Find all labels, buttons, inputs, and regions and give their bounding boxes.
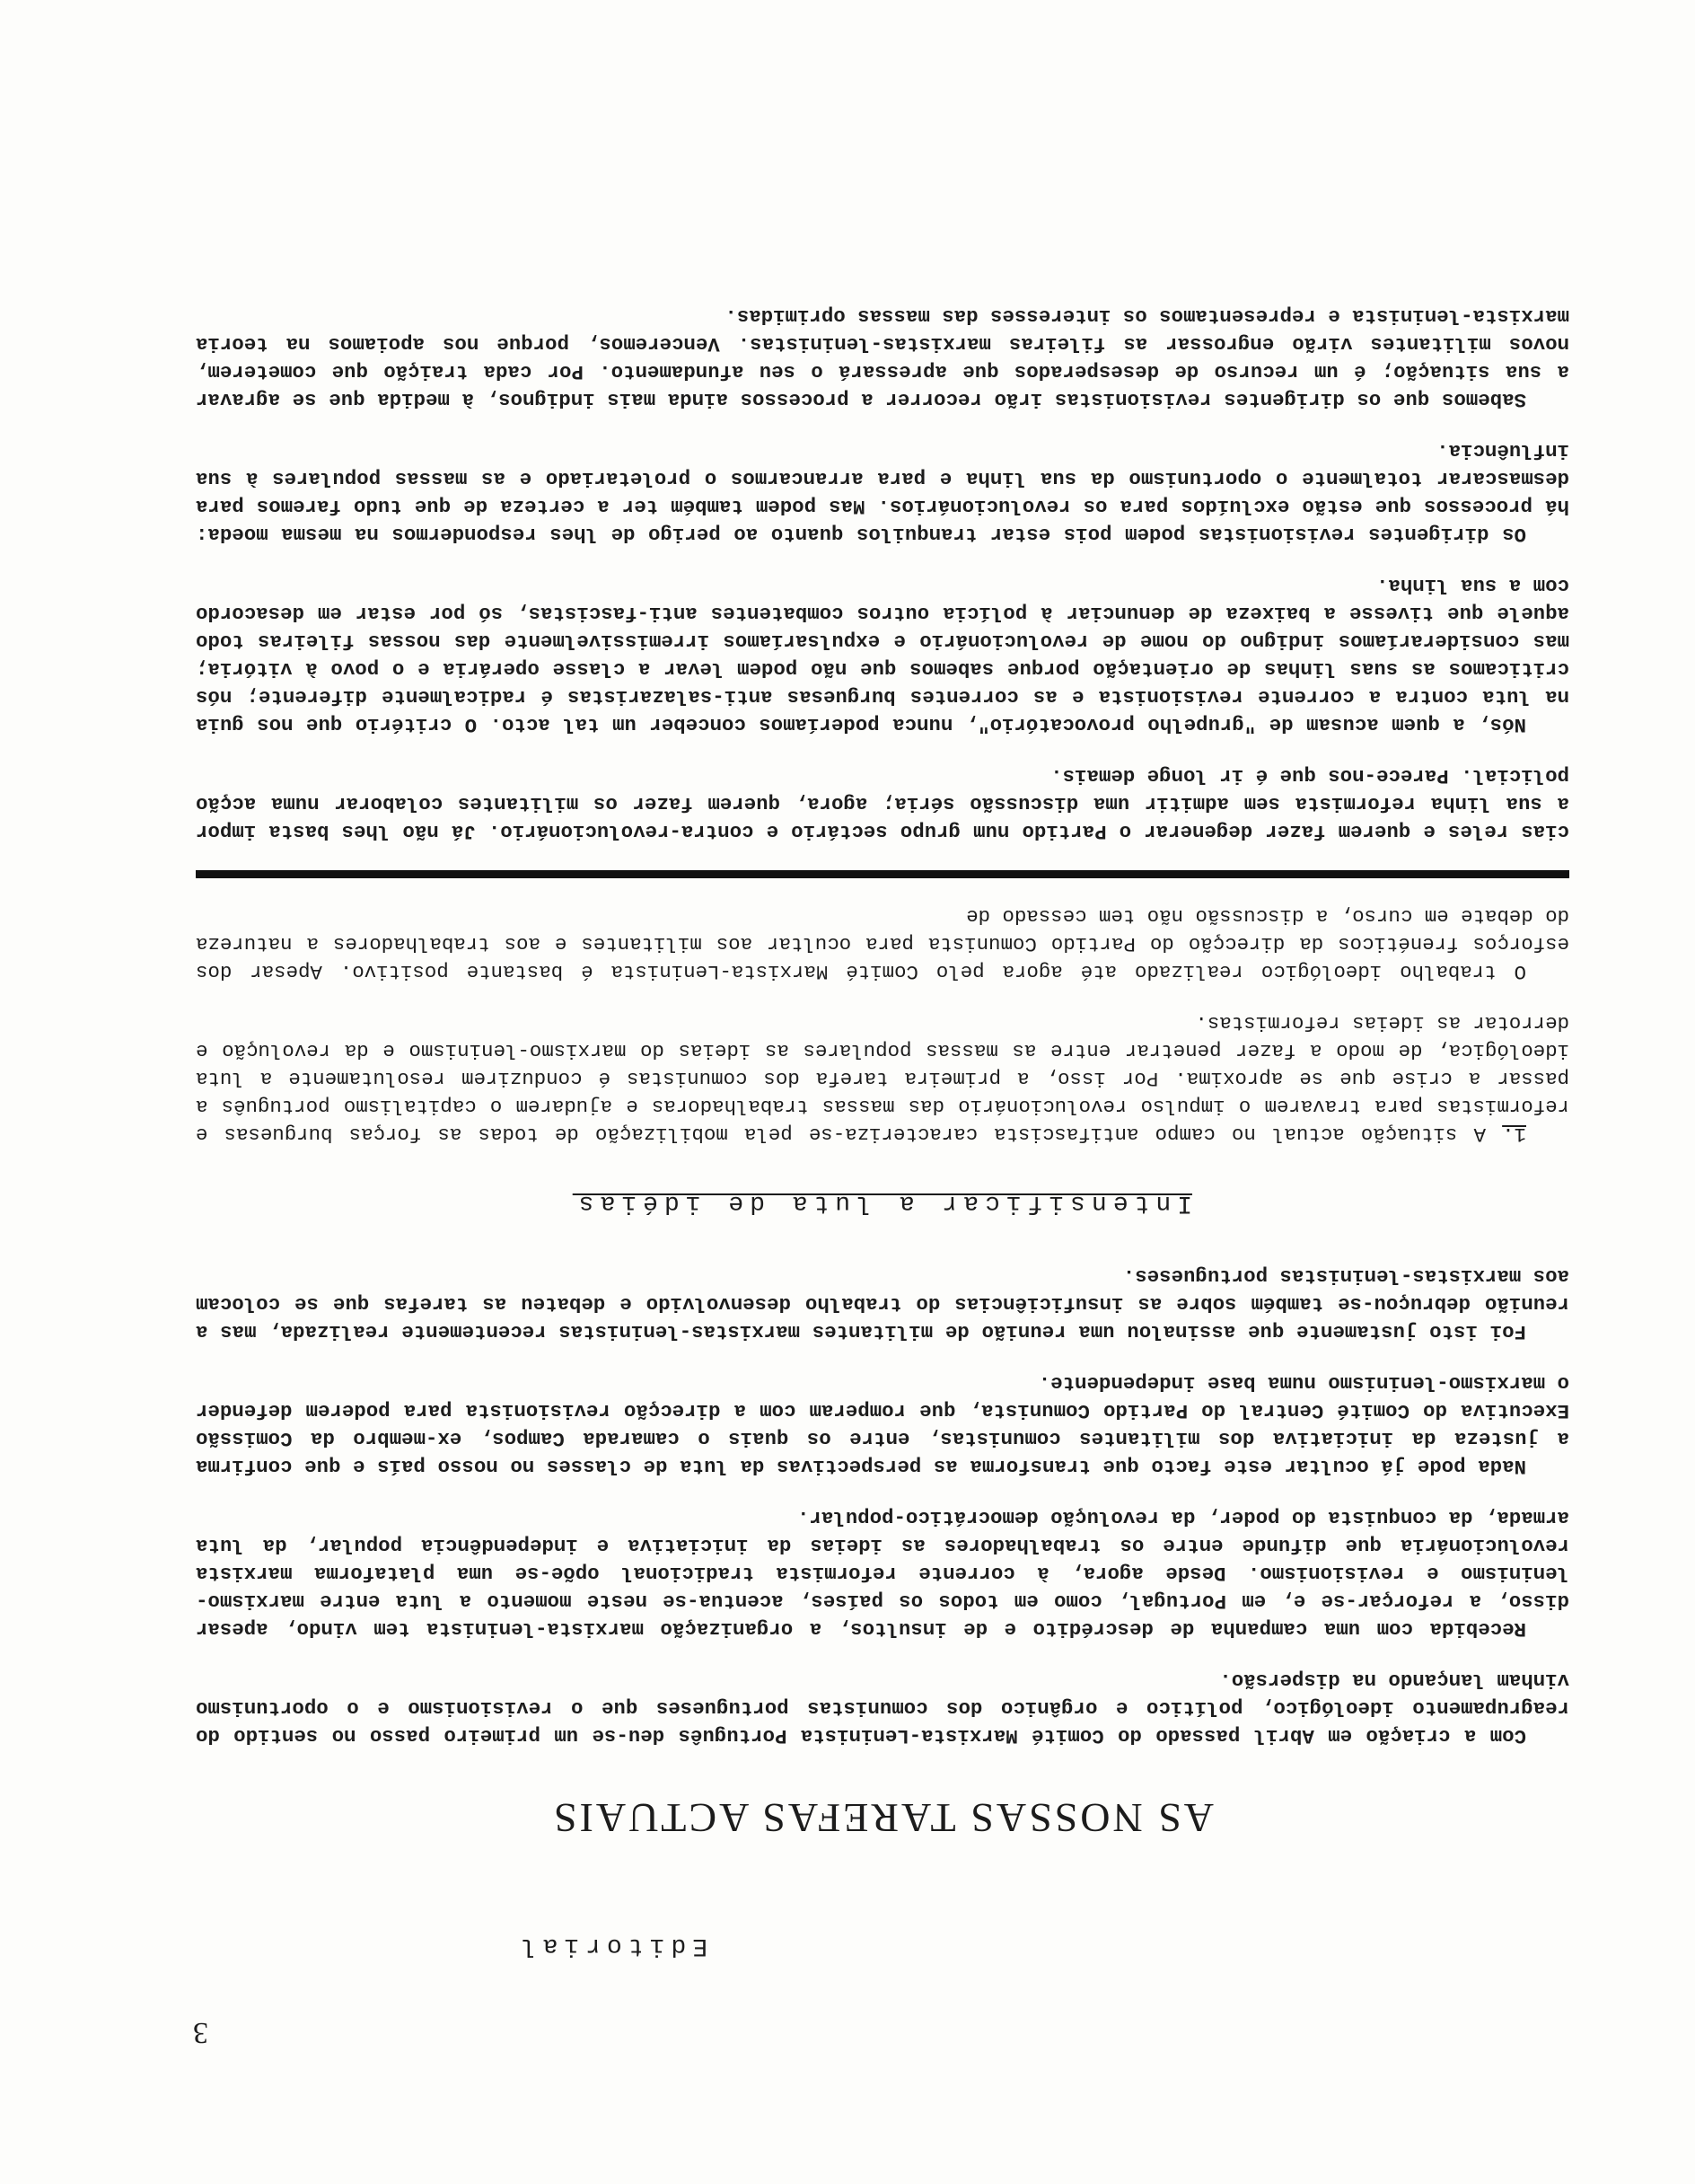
paragraph: Recebida com uma campanha de descrédito e de insultos, a organização marxista-leninista tem vindo, apesar disso, a reforçar-se e, em Portugal, como em todos os países, acentua-se neste momento a luta entre marxismo-leninismo e revisionismo. Desde agora, à corrente reformista tradicional opõe-se uma plataforma marxista revolucionária que difunde entre os trabalhadores as ideias da iniciativa e independência popular, da luta armada, da conquista do poder, da revolução democrático-popular. bbox=[196, 1506, 1569, 1641]
page-number: 3 bbox=[193, 2016, 208, 2049]
paragraphs-part2 bbox=[196, 902, 1569, 1148]
paragraph: Nós, a quem acusam de "grupelho provocatório", nunca poderíamos conceber um tal acto. O critério que nos guia na luta contra a corrente revisionista e as correntes burguesas anti-salazaristas é radicalmente diferente; nós criticamos as suas linhas de orientação porque sabemos que não podem levar a classe operária e o povo à vitória; mas consideraríamos indigno do nome de revolucionário e expulsaríamos irremissivelmente das nossas fileiras todo aquele que tivesse a baixeza de denunciar à polícia outros combatentes anti-fascistas, só por estar em desacordo com a sua linha. bbox=[196, 574, 1569, 736]
paragraph-text: A situação actual no campo antifascista caracteriza-se pela mobilização de todas as forças burguesas e reformistas para travarem o impulso revolucionário das massas trabalhadoras e ajudarem o capitalismo português a passar a crise que se aproxima. Por isso, a primeira tarefa dos comunistas é conduzirem resolutamente a luta ideológica, de modo a fazer penetrar entre as massas populares as ideias do marxismo-leninismo e da revolução e derrotar as ideias reformistas. bbox=[195, 1011, 1569, 1146]
paragraph: cias reles e querem fazer degenerar o Partido num grupo sectário e contra-revolucionário. Já não lhes basta impor a sua linha reformista sem admitir uma discussão séria; agora, querem fazer os militantes colaborar numa acção policial. Parece-nos que é ir longe demais. bbox=[196, 764, 1569, 843]
page-content bbox=[196, 278, 1569, 2013]
section-divider bbox=[196, 870, 1569, 878]
paragraph: O trabalho ideológico realizado até agora pelo Comité Marxista-Leninista é bastante positivo. Apesar dos esforços frenéticos da direcção do Partido Comunista para ocultar aos militantes e aos trabalhadores a natureza do debate em curso, a discussão não tem cessado de bbox=[196, 904, 1569, 983]
paragraph: Os dirigentes revisionistas podem pois estar tranquilos quanto ao perigo de lhes respondermos na mesma moeda: há processos que estão excluídos para os revolucionários. Mas podem também ter a certeza de que tudo faremos para desmascarar totalmente o oportunismo da sua linha e para arrancarmos o proletariado e as massas populares à sua influência. bbox=[196, 439, 1569, 546]
paragraph: Com a criação em Abril passado do Comité Marxista-Leninista Português deu-se um primeiro passo no sentido do reagrupamento ideológico, político e orgânico dos comunistas portugueses que o revisionismo e o oportunismo vinham lançando na dispersão. bbox=[196, 1669, 1569, 1748]
section-subheading: Intensificar a luta de idéias bbox=[572, 1189, 1192, 1217]
paragraphs-part3 bbox=[196, 302, 1569, 845]
paragraphs-part1 bbox=[196, 1262, 1569, 1749]
paragraph: Foi isto justamente que assinalou uma reunião de militantes marxistas-leninistas recentemente realizada, mas a reunião debruçou-se também sobre as insuficiências do trabalho desenvolvido e debateu as tarefas que se colocam aos marxistas-leninistas portugueses. bbox=[196, 1264, 1569, 1343]
article-title: AS NOSSAS TAREFAS ACTUAIS bbox=[550, 1795, 1215, 1841]
paragraph-numbered bbox=[196, 1008, 1569, 1148]
section-label: Editorial bbox=[514, 1932, 707, 1959]
paragraph: Nada pode já ocultar este facto que transforma as perspectivas da luta de classes no nosso país e que confirma a justeza da iniciativa dos militantes comunistas, entre os quais o camarada Campos, ex-membro da Comissão Executiva do Comité Central do Partido Comunista, que romperam com a direcção revisionista para poderem defender o marxismo-leninismo numa base independente. bbox=[196, 1371, 1569, 1478]
item-number: 1. bbox=[1502, 1123, 1526, 1146]
paragraph: Sabemos que os dirigentes revisionistas irão recorrer a processos ainda mais indignos, à medida que se agravar a sua situação; é um recurso de desesperados que apressará o seu afundamento. Por cada traição que cometerem, novos militantes virão engrossar as fileiras marxistas-leninistas. Venceremos, porque nos apoiamos na teoria marxista-leninista e representamos os interesses das massas oprimidas. bbox=[196, 304, 1569, 411]
